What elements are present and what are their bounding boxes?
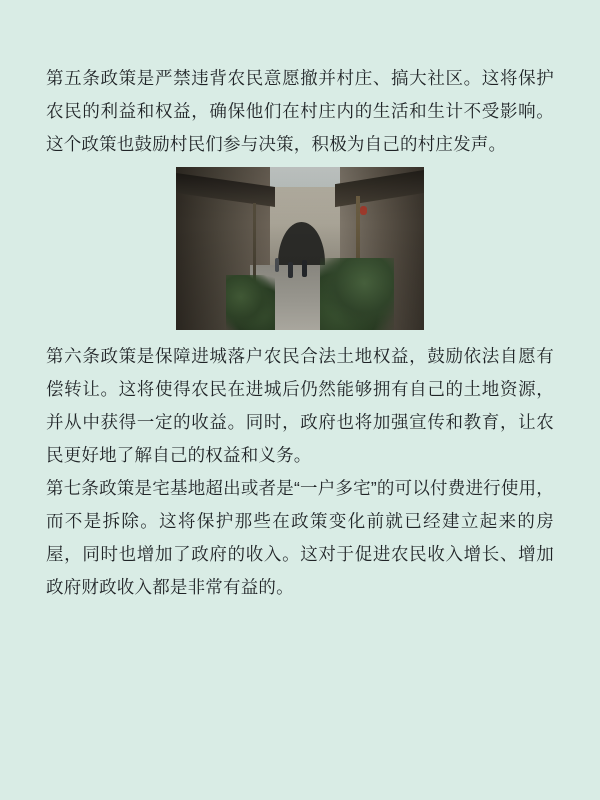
photo-vignette (176, 167, 424, 330)
article-figure (46, 167, 554, 330)
paragraph-policy-five: 第五条政策是严禁违背农民意愿撤并村庄、搞大社区。这将保护农民的利益和权益，确保他们在村庄内的生活和生计不受影响。这个政策也鼓励村民们参与决策，积极为自己的村庄发声。 (46, 68, 554, 154)
paragraph-policy-six: 第六条政策是保障进城落户农民合法土地权益，鼓励依法自愿有偿转让。这将使得农民在进城后仍然能够拥有自己的土地资源，并从中获得一定的收益。同时，政府也将加强宣传和教育，让农民更好地了解自己的权益和义务。 (46, 346, 554, 465)
alley-photo (176, 167, 424, 330)
paragraph-policy-seven: 第七条政策是宅基地超出或者是“一户多宅”的可以付费进行使用，而不是拆除。这将保护那些在政策变化前就已经建立起来的房屋，同时也增加了政府的收入。这对于促进农民收入增长、增加政府财政收入都是非常有益的。 (46, 478, 554, 597)
